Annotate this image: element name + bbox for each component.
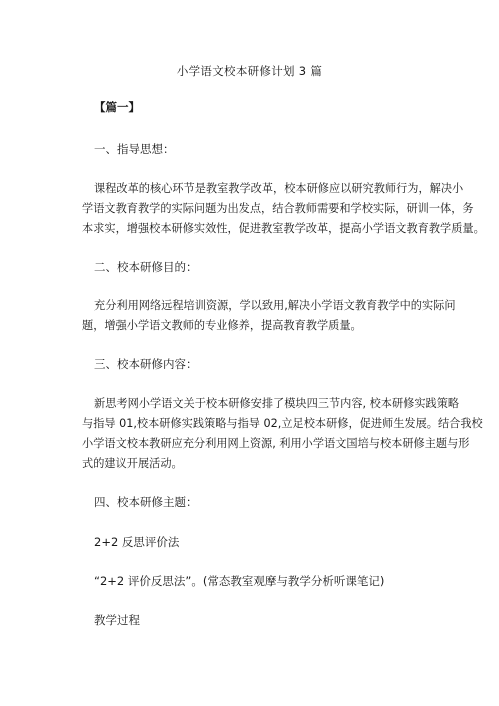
paragraph-line: 充分利用网络远程培训资源，学以致用,解决小学语文教育教学中的实际问 [94,299,456,312]
list-item: 教学过程 [94,613,140,627]
paragraph-line: 小学语文校本教研应充分利用网上资源, 利用小学语文国培与校本研修主题与形 [82,437,470,450]
paragraph-research-content [82,394,483,474]
paragraph-line: 式的建议开展活动。 [82,457,183,470]
list-item: 2+2 反思评价法 [94,535,180,549]
paragraph-guiding-ideology [82,179,485,239]
section-tag: 【篇一】 [94,100,140,114]
list-item: “2+2 评价反思法”。(常态教室观摩与教学分析听课笔记) [94,574,385,588]
heading-research-purpose: 二、校本研修目的： [94,260,198,274]
paragraph-line: 学语文教育教学的实际问题为出发点，结合教师需要和学校实际，研训一体，务 [82,202,474,215]
paragraph-line: 新思考网小学语文关于校本研修安排了模块四三节内容, 校本研修实践策略 [94,397,460,410]
heading-guiding-ideology: 一、指导思想： [94,142,175,156]
paragraph-line: 本求实，增强校本研修实效性，促进教室教学改革，提高小学语文教育教学质量。 [82,222,485,235]
paragraph-line: 与指导 01,校本研修实践策略与指导 02,立足校本研修，促进师生发展。结合我校 [82,417,483,430]
paragraph-research-purpose [82,296,456,336]
paragraph-line: 题，增强小学语文教师的专业修养，提高教育教学质量。 [82,319,362,332]
paragraph-line: 课程改革的核心环节是教室教学改革，校本研修应以研究教师行为，解决小 [94,182,464,195]
document-title: 小学语文校本研修计划 3 篇 [176,64,323,78]
heading-research-theme: 四、校本研修主题： [94,495,198,509]
heading-research-content: 三、校本研修内容： [94,357,198,371]
